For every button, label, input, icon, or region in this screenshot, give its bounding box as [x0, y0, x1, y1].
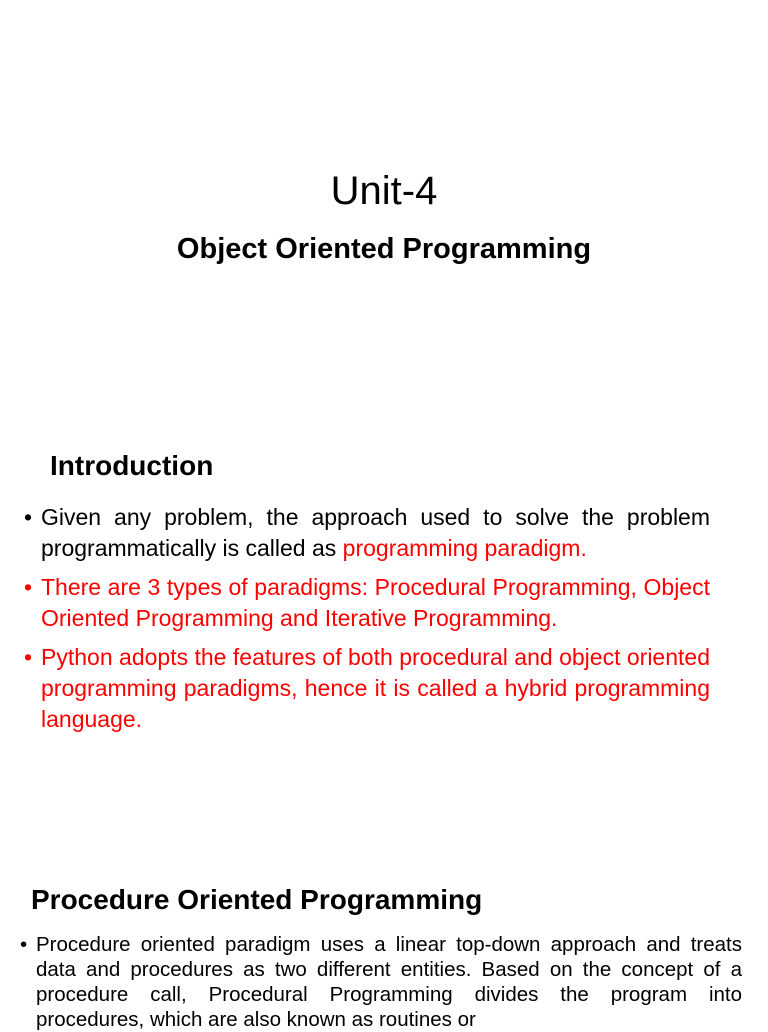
procedure-oriented-slide: [0, 864, 768, 1031]
bullet-text: Given any problem, the approach used to solve the problem programmatically is called as: [41, 504, 710, 561]
introduction-slide: [0, 416, 768, 844]
bullet-text: Procedure oriented paradigm uses a linear top-down approach and treats data and procedures as two different entities. Based on the concept of a procedure call, Procedural Programming divides the program into procedures, which are also known as routines or: [36, 933, 742, 1031]
list-item: [24, 642, 710, 735]
unit-subtitle: Object Oriented Programming: [176, 233, 592, 265]
bullet-icon: •: [24, 644, 33, 670]
bullet-text: Python adopts the features of both procedural and object oriented programming paradigms, hence it is called a hybrid programming language.: [41, 644, 710, 732]
introduction-heading: Introduction: [50, 450, 214, 481]
list-item: [20, 932, 742, 1032]
bullet-highlight-text: programming paradigm.: [342, 535, 587, 561]
title-slide: [0, 0, 768, 416]
list-item: [24, 502, 710, 564]
bullet-text: There are 3 types of paradigms: Procedural Programming, Object Oriented Programming and Iterative Programming.: [41, 574, 710, 631]
bullet-icon: •: [24, 574, 33, 600]
procedure-heading: Procedure Oriented Programming: [31, 884, 483, 915]
bullet-icon: •: [24, 504, 33, 530]
procedure-bullet-list: [20, 932, 742, 1032]
list-item: [24, 572, 710, 634]
introduction-bullet-list: [24, 502, 710, 743]
unit-title: Unit-4: [330, 169, 438, 213]
bullet-icon: •: [20, 933, 28, 956]
